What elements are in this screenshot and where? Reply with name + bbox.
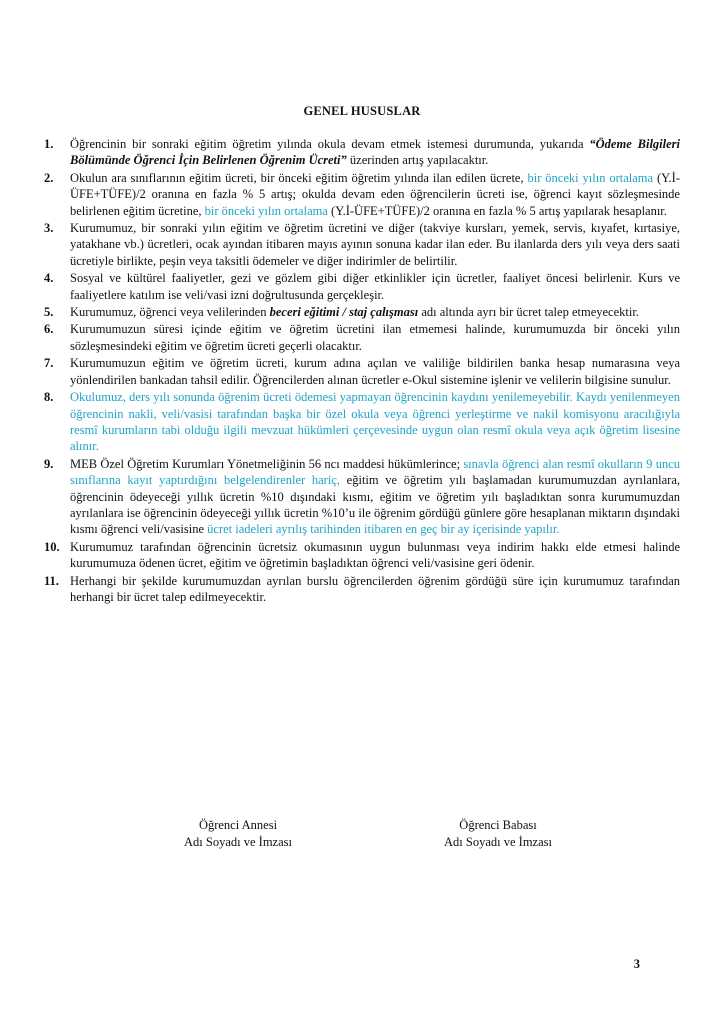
item-number: 7. [44, 356, 54, 371]
item-text: Kurumumuzun süresi içinde eğitim ve öğretim ücretini ilan etmemesi halinde, kurumumuzda bir önceki yılın sözleşmesindeki eğitim ve öğretim ücreti geçerli olacaktır. [70, 322, 680, 353]
highlighted-text: bir önceki yılın ortalama [204, 203, 328, 218]
list-item [44, 321, 680, 354]
list-item [44, 389, 680, 455]
item-text: Herhangi bir şekilde kurumumuzdan ayrılan burslu öğrencilerden öğrenim gördüğü süre için kurumumuz tarafından herhangi bir ücret talep edilmeyecektir. [70, 573, 680, 604]
item-number: 11. [44, 573, 59, 588]
signature-title: Öğrenci Babası [459, 818, 537, 832]
list-item [44, 304, 680, 320]
signature-title: Öğrenci Annesi [198, 818, 278, 832]
item-text: Okulumuz, ders yılı sonunda öğrenim ücreti ödemesi yapmayan öğrencinin kaydını yenilemeyebilir. Kaydı yenilenmeyen öğrencinin nakli, veli/vasisi tarafından başka bir özel okula veya öğrenci yerleştirme ve nakil komisyonu aracılığıyla resmî kurumların tabi olduğu ilgili mevzuat hükümleri çerçevesinde uygun olan resmî okula veya açık öğretim lisesine alınır. [70, 390, 680, 454]
list-item [44, 539, 680, 572]
item-number: 4. [44, 271, 54, 286]
item-number: 8. [44, 390, 54, 405]
item-number: 1. [44, 137, 54, 151]
item-text: Kurumumuzun eğitim ve öğretim ücreti, kurum adına açılan ve valiliğe bildirilen banka hesap numarasına veya yönlendirilen bankadan tahsil edilir. Öğrencilerden alınan ücretler e-Okul sistemine işlenir ve velilerin bilgisine sunulur. [70, 356, 680, 387]
highlighted-text: sınavla öğrenci alan resmî okulların 9 uncu sınıflarına kayıt yaptırdığını belgelendirenler hariç, [70, 456, 680, 488]
item-number: 6. [44, 322, 54, 337]
item-number: 10. [44, 539, 60, 554]
item-number: 5. [44, 305, 54, 320]
item-number: 2. [44, 170, 54, 185]
list-item [44, 136, 680, 169]
item-number: 3. [44, 221, 54, 236]
item-text: Kurumumuz, bir sonraki yılın eğitim ve öğretim ücretini ve diğer (takviye kursları, yemek, servis, kıyafet, kırtasiye, yatakhane vb.) ücretleri, ocak ayından itibaren mayıs ayının sonuna kadar ilan eder. Bu ilanlarda ders yılı veya ders saati ücretiyle birlikte, peşin veya taksitli ödemeler ve diğer indirimler de belirtilir. [70, 221, 680, 268]
terms-list [44, 136, 680, 606]
list-item [44, 573, 680, 606]
item-text: MEB Özel Öğretim Kurumları Yönetmeliğinin 56 ncı maddesi hükümlerince; sınavla öğrenci alan resmî okulların 9 uncu sınıflarına kayıt yaptırdığını belgelendirenler hariç, eğitim ve öğretim yılı başlamadan kurumumuzdan ayrılanlara, öğrencinin ödeyeceği yıllık ücretin %10 dışındaki kısmı, eğitim ve öğretim yılı başladıktan sonra kurumumuzdan ayrılanlara ise öğrencinin ödeyeceği yıllık ücretin %10’u ile öğrenim gördüğü günlere göre hesaplanan miktarın dışındaki kısmı öğrenci veli/vasisine ücret iadeleri ayrılış tarihinden itibaren en geç bir ay içerisinde yapılır. [70, 456, 680, 537]
father-signature-block [418, 817, 578, 851]
emphasized-text: “Ödeme Bilgileri Bölümünde Öğrenci İçin Belirlenen Öğrenim Ücreti” [70, 137, 680, 168]
list-item [44, 220, 680, 269]
signature-caption: Adı Soyadı ve İmzası [184, 835, 292, 849]
signature-caption: Adı Soyadı ve İmzası [444, 835, 552, 849]
item-text: Öğrencinin bir sonraki eğitim öğretim yılında okula devam etmek istemesi durumunda, yukarıda “Ödeme Bilgileri Bölümünde Öğrenci İçin Belirlenen Öğrenim Ücreti” üzerinden artış yapılacaktır. [70, 137, 680, 168]
list-item [44, 170, 680, 219]
list-item [44, 355, 680, 388]
item-text: Kurumumuz, öğrenci veya velilerinden beceri eğitimi / staj çalışması adı altında ayrı bir ücret talep etmeyecektir. [70, 305, 639, 320]
list-item [44, 456, 680, 538]
highlighted-text: ücret iadeleri ayrılış tarihinden itibaren en geç bir ay içerisinde yapılır. [207, 522, 560, 537]
item-text: Okulun ara sınıflarının eğitim ücreti, bir önceki eğitim öğretim yılında ilan edilen ücrete, bir önceki yılın ortalama (Y.İ-ÜFE+TÜFE)/2 oranına en fazla % 5 artış; okulda devam eden öğrencilerin ücreti ise, öğrenci kayıt sözleşmesinde belirlenen eğitim ücretine, bir önceki yılın ortalama (Y.İ-ÜFE+TÜFE)/2 oranına en fazla % 5 artış yapılarak hesaplanır. [70, 170, 681, 218]
page-number: 3 [633, 957, 640, 971]
page-title: GENEL HUSUSLAR [303, 104, 421, 118]
item-text: Kurumumuz tarafından öğrencinin ücretsiz okumasının uygun bulunması veya indirim hakkı elde etmesi halinde kurumumuza ödenen ücret, eğitim ve öğretimin başladıktan öğrenci veli/vasisine geri ödenir. [70, 539, 680, 571]
highlighted-text: bir önceki yılın ortalama [527, 170, 654, 185]
emphasized-text: beceri eğitimi / staj çalışması [269, 305, 419, 320]
list-item [44, 270, 680, 303]
item-number: 9. [44, 456, 54, 471]
mother-signature-block [158, 817, 318, 851]
item-text: Sosyal ve kültürel faaliyetler, gezi ve gözlem gibi diğer etkinlikler için ücretler, faaliyet öncesi belirlenir. Kurs ve faaliyetlere katılım ise veli/vasi izni doğrultusunda gerçekleşir. [70, 271, 680, 302]
